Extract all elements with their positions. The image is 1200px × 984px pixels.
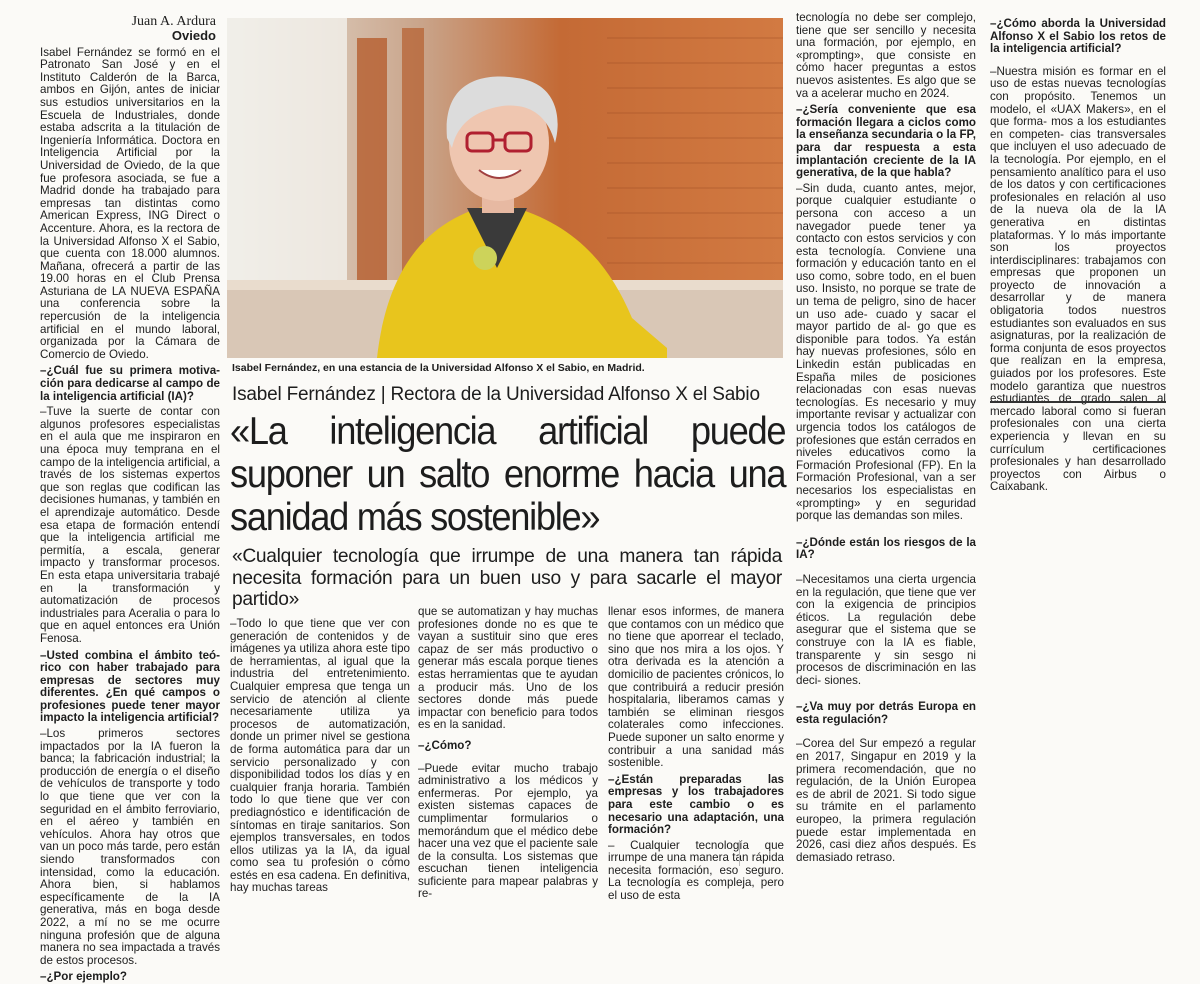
- answer-5-continued: tecnología no debe ser complejo, tiene que ser sencillo y necesita una formación, por ejemplo, en «prompting», que consiste en cómo hacer preguntas a estos nuevos asistentes. Es algo que se va a acelerar mucho en 2024.: [796, 11, 976, 100]
- question-1: –¿Cuál fue su primera motiva- ción para dedicarse al campo de la inteligencia artificial (IA)?: [40, 364, 220, 403]
- answer-7: –Necesitamos una cierta urgencia en la regulación, que tiene que ver con la exigencia de principios éticos. La regulación debe asegurar que el sistema que se construye con la IA es fiable, transparente y sin sesgo ni procesos de discriminación en las deci- siones.: [796, 572, 976, 687]
- intro-paragraph: Isabel Fernández se formó en el Patronato San José y en el Instituto Calderón de la Barca, ambos en Gijón, antes de iniciar sus estudios universitarios en la Escuela de Industriales, donde estaba adscrita a la titulación de Ingeniería Informática. Doctora en Inteligencia Artificial por la Universidad de Oviedo, de la que fue profesora asociada, se fue a Madrid donde ha trabajado para empresas tan distintas como American Express, ING Direct o Accenture. Ahora, es la rectora de la Universidad Alfonso X el Sabio, que cuenta con 18.000 alumnos. Mañana, ofrecerá a partir de las 19.00 horas en el Club Prensa Asturiana de LA NUEVA ESPAÑA una conferencia sobre la repercusión de la inteligencia artificial en el mundo laboral, organizada por la Cámara de Comercio de Oviedo.: [40, 45, 220, 361]
- column-1: [40, 14, 220, 984]
- answer-8: –Corea del Sur empezó a regular en 2017, Singapur en 2019 y la primera recomendación, que no regulación, de la Unión Europea es de abril de 2021. Si todo sigue su trámite en el parlamento europeo, la primera regulación puede estar implementada en 2026, casi diez años después. Es demasiado retraso.: [796, 737, 976, 864]
- author-byline: Juan A. Ardura: [131, 14, 216, 29]
- question-8: –¿Va muy por detrás Europa en esta regulación?: [796, 700, 976, 726]
- answer-6: –Sin duda, cuanto antes, mejor, porque cualquier estudiante o persona con acceso a un navegador puede tener ya contacto con estos servicios y con esta tecnología. Conviene una formación y educación tanto en el uso como, sobre todo, en el buen uso. Insisto, no porque se trate de un tema de peligro, sino de hacer un uso ade- cuado y sacar el mayor partido de al- go que es disponible para todos. Ya están hay nuevas profesiones, sólo en Linkedin están publicadas en España miles de posiciones relacionadas con esas nuevas tecnologías. Es necesario y muy importante revisar y actualizar con urgencia todos los catálogos de profesiones que están cerrados en niveles educativos como la Formación Profesional (FP). En la Formación Profesional, van a ser necesarios los especialistas en «prompting» y en seguridad porque las demandas son miles.: [796, 181, 976, 523]
- question-9: –¿Cómo aborda la Universidad Alfonso X el Sabio los retos de la inteligencia artificial?: [990, 17, 1166, 56]
- question-5: –¿Están preparadas las empresas y los trabajadores para este cambio o es necesario una adaptación, una formación?: [608, 772, 784, 837]
- headline-kicker: Isabel Fernández | Rectora de la Universidad Alfonso X el Sabio: [232, 384, 760, 405]
- column-3: [418, 605, 598, 901]
- answer-5: – Cualquier tecnología que irrumpe de una manera tan rápida necesita formación, eso seguro. La tecnología es compleja, pero el uso de esta: [608, 838, 784, 903]
- answer-3-continued: que se automatizan y hay muchas profesiones donde no es que te vayan a sustituir sino que eres capaz de ser más productivo o generar más escala porque tienes estas herramientas que te ayudan a producir más. Uno de los sectores donde más puede impactar con beneficio para todos es en la sanidad.: [418, 605, 598, 732]
- column-end-rule: [990, 401, 1166, 403]
- column-5: [796, 12, 976, 868]
- answer-2: –Los primeros sectores impactados por la IA fueron la banca; la fabricación industrial; la producción de energía o el diseño de vehículos de transporte y todo lo que tiene que ver con la seguridad en el ámbito ferroviario, en el aéreo y también en vehículos. Ahora hay otros que van un poco más tarde, pero están siendo transformados con intensidad, como la educación. Ahora bien, si hablamos específicamente de la IA generativa, más en boga desde 2022, a mí no se me ocurre ninguna profesión que de alguna manera no sea impactada a través de estos procesos.: [40, 727, 220, 967]
- portrait-illustration: [227, 18, 783, 358]
- question-6: –¿Sería conveniente que esa formación llegara a ciclos como la enseñanza secundaria o la FP, para dar respuesta a esta implantación creciente de la IA generativa, de la que habla?: [796, 103, 976, 180]
- question-7: –¿Dónde están los riesgos de la IA?: [796, 535, 976, 562]
- answer-1: –Tuve la suerte de contar con algunos profesores especialistas en el aula que me inspiraron en una época muy temprana en el campo de la inteligencia artificial, a través de los sistemas expertos que son reglas que codifican las decisiones humanas, y también en el aprendizaje automático. Desde esa etapa de formación entendí que la inteligencia artificial me permitía, a escala, generar impacto y transformar procesos. En esta etapa universitaria trabajé en la transformación y automatización de procesos industriales para Aceralia o para lo que en aquel entonces era Unión Fenosa.: [40, 405, 220, 645]
- answer-9: –Nuestra misión es formar en el uso de estas nuevas tecnologías con propósito. Tenemos un modelo, el «UAX Makers», en el que forma- mos a los estudiantes en competen- cias transversales que incluyen el uso adecuado de la tecnología. Por ejemplo, en el pensamiento analítico para el uso de los datos y con certificaciones profesionales en relación al uso de la nueva ola de la IA generativa en distintas plataformas. Y lo más importante son los proyectos interdisciplinares: trabajamos con empresas que proponen un proyecto de innovación a desarrollar y de manera obligatoria todos nuestros estudiantes son evaluados en sus asignaturas, por la realización de forma conjunta de esos proyectos que realizan en la empresa, guiados por los profesores. Este modelo garantiza que nuestros estudiantes de grado salen al mercado laboral como si fueran profesionales con una cierta experiencia y llevan en su currículum certificaciones profesionales y han desarrollado proyectos con Airbus o Caixabank.: [990, 64, 1166, 494]
- column-divider: [739, 840, 740, 866]
- headline: «La inteligencia artificial puede suponer un salto enorme hacia una sanidad más sostenible»: [230, 410, 786, 539]
- column-2: [230, 617, 410, 895]
- portrait-photo: [227, 18, 783, 358]
- column-4: [608, 605, 784, 903]
- question-2: –Usted combina el ámbito teó- rico con haber trabajado para empresas de sectores muy diferentes. ¿En qué campos o profesiones puede tener mayor impacto la inteligencia artificial?: [40, 648, 220, 725]
- subheadline: «Cualquier tecnología que irrumpe de una manera tan rápida necesita formación para un buen uso y para sacarle el mayor partido»: [232, 546, 782, 610]
- photo-caption: Isabel Fernández, en una estancia de la Universidad Alfonso X el Sabio, en Madrid.: [232, 362, 645, 374]
- question-4: –¿Cómo?: [418, 738, 472, 752]
- answer-3: –Todo lo que tiene que ver con generación de contenidos y de imágenes ya utiliza ahora este tipo de herramientas, al igual que la industria del entretenimiento. Cualquier empresa que tenga un servicio de atención al cliente necesariamente utiliza ya procesos de automatización, donde un primer nivel se gestiona de forma automática para dar un servicio personalizado y con disponibilidad todos los días y en cualquier franja horaria. También todo lo que tiene que ver con prediagnóstico e identificación de síntomas en tiraje sanitarios. Son ejemplos transversales, en todos ellos utilizas ya la IA, da igual como sea tu profesión o cómo estés en esa cadena. En definitiva, hay muchas tareas: [230, 617, 410, 895]
- column-6: [990, 17, 1166, 494]
- dateline-city: Oviedo: [171, 28, 216, 43]
- answer-4: –Puede evitar mucho trabajo administrativo a los médicos y enfermeras. Por ejemplo, ya existen sistemas capaces de cumplimentar formularios o memorándum que el médico debe hacer una vez que el paciente sale de la consulta. Los sistemas que escuchan tienen inteligencia suficiente para mapear palabras y re-: [418, 761, 598, 901]
- answer-4-continued: llenar esos informes, de manera que contamos con un médico que no tiene que aporrear el teclado, sino que nos mira a los ojos. Y otra derivada es la atención a domicilio de pacientes crónicos, lo que contribuirá a reducir presión hospitalaria, liberamos camas y también se eliminan riesgos colaterales como infecciones. Puede suponer un salto enorme y contribuir a una sanidad más sostenible.: [608, 605, 784, 770]
- question-3: –¿Por ejemplo?: [40, 970, 127, 984]
